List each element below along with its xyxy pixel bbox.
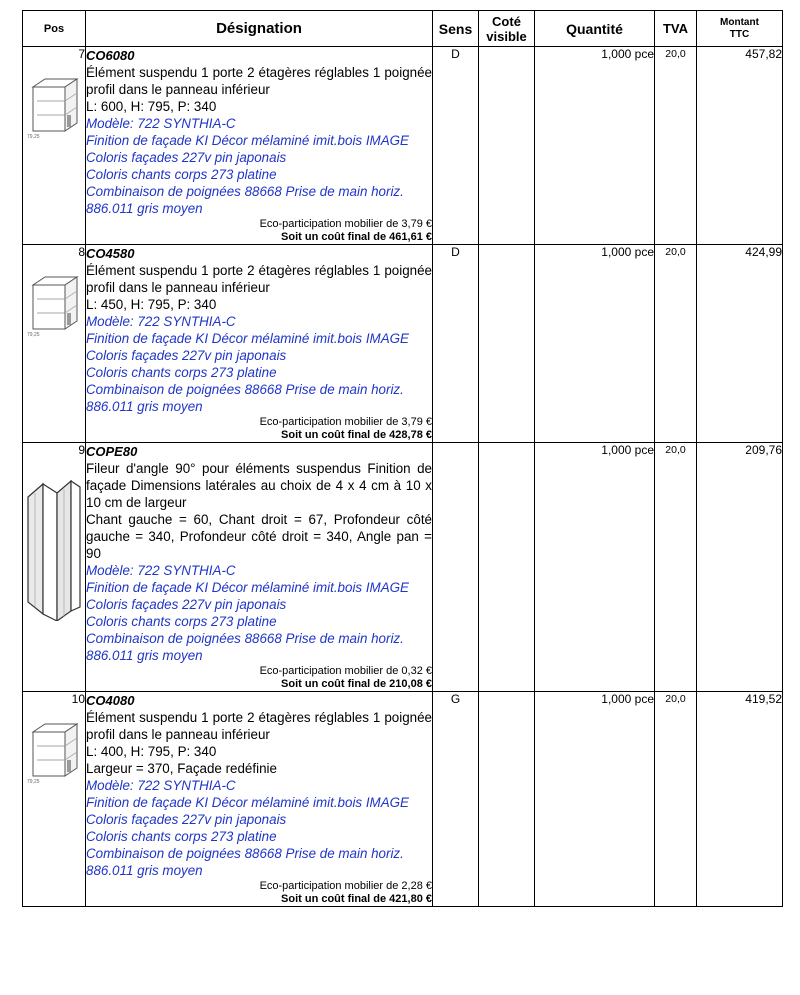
article-option: Combinaison de poignées 88668 Prise de main horiz. 886.011 gris moyen — [86, 631, 404, 663]
final-cost: Soit un coût final de 210,08 € — [281, 678, 432, 690]
cell-montant — [697, 692, 783, 907]
cell-cote-visible — [479, 245, 535, 443]
article-description: Élément suspendu 1 porte 2 étagères réglables 1 poignée profil dans le panneau inférieur — [86, 65, 432, 97]
tva-value: 20,0 — [665, 693, 686, 705]
cell-sens — [433, 443, 479, 692]
header-montant-line2: TTC — [729, 28, 750, 40]
article-option: Coloris chants corps 273 platine — [86, 829, 277, 844]
thumbnail-label: 79,25 — [27, 779, 40, 784]
header-quantite-label: Quantité — [566, 20, 623, 37]
cell-pos — [23, 47, 86, 245]
cell-designation — [86, 245, 433, 443]
row-pos-number: 7 — [78, 47, 85, 61]
article-code: CO4080 — [86, 693, 135, 708]
thumbnail-label: 79,25 — [27, 332, 40, 337]
cell-tva — [655, 47, 697, 245]
article-description: Élément suspendu 1 porte 2 étagères réglables 1 poignée profil dans le panneau inférieur — [86, 710, 432, 742]
article-code: CO6080 — [86, 48, 135, 63]
header-cote-visible — [479, 11, 535, 47]
article-option: Finition de façade KI Décor mélaminé imit.bois IMAGE — [86, 133, 409, 148]
tva-value: 20,0 — [665, 48, 686, 60]
header-sens-label: Sens — [438, 20, 473, 37]
header-tva — [655, 11, 697, 47]
article-option: Combinaison de poignées 88668 Prise de main horiz. 886.011 gris moyen — [86, 382, 404, 414]
article-option: Coloris façades 227v pin japonais — [86, 812, 287, 827]
cell-tva — [655, 245, 697, 443]
wall-cabinet-icon — [25, 75, 83, 139]
cell-quantite — [535, 443, 655, 692]
article-description: Largeur = 370, Façade redéfinie — [86, 761, 277, 776]
cell-quantite — [535, 245, 655, 443]
montant-value: 457,82 — [745, 47, 782, 61]
cell-montant — [697, 47, 783, 245]
montant-value: 424,99 — [745, 245, 782, 259]
montant-value: 209,76 — [745, 443, 782, 457]
article-option: Finition de façade KI Décor mélaminé imit.bois IMAGE — [86, 795, 409, 810]
article-option: Modèle: 722 SYNTHIA-C — [86, 563, 236, 578]
article-code: CO4580 — [86, 246, 135, 261]
cell-designation — [86, 47, 433, 245]
header-designation — [86, 11, 433, 47]
quantite-value: 1,000 pce — [601, 443, 654, 457]
header-tva-label: TVA — [662, 21, 689, 36]
header-quantite — [535, 11, 655, 47]
cell-pos — [23, 692, 86, 907]
row-pos-number: 10 — [71, 692, 85, 706]
header-pos — [23, 11, 86, 47]
article-description: Élément suspendu 1 porte 2 étagères réglables 1 poignée profil dans le panneau inférieur — [86, 263, 432, 295]
table-row — [23, 443, 783, 692]
cell-quantite — [535, 47, 655, 245]
article-option: Modèle: 722 SYNTHIA-C — [86, 778, 236, 793]
cell-designation — [86, 692, 433, 907]
cell-tva — [655, 692, 697, 907]
article-option: Coloris chants corps 273 platine — [86, 614, 277, 629]
table-row — [23, 47, 783, 245]
article-description: Chant gauche = 60, Chant droit = 67, Profondeur côté gauche = 340, Profondeur côté droit = 340, Angle pan = 90 — [86, 512, 432, 561]
article-option: Coloris chants corps 273 platine — [86, 167, 277, 182]
header-montant-ttc — [697, 11, 783, 47]
article-option: Combinaison de poignées 88668 Prise de main horiz. 886.011 gris moyen — [86, 846, 404, 878]
article-description: Fileur d'angle 90° pour éléments suspendus Finition de façade Dimensions latérales au choix de 4 x 4 cm à 10 x 10 cm de largeur — [86, 461, 432, 510]
header-cote-line2: visible — [486, 28, 527, 44]
article-option: Combinaison de poignées 88668 Prise de main horiz. 886.011 gris moyen — [86, 184, 404, 216]
row-pos-number: 8 — [78, 245, 85, 259]
tva-value: 20,0 — [665, 444, 686, 456]
header-sens — [433, 11, 479, 47]
article-option: Finition de façade KI Décor mélaminé imit.bois IMAGE — [86, 580, 409, 595]
cell-montant — [697, 443, 783, 692]
table-row — [23, 245, 783, 443]
wall-cabinet-icon — [25, 273, 83, 337]
header-designation-label: Désignation — [216, 20, 302, 37]
article-description: L: 400, H: 795, P: 340 — [86, 744, 217, 759]
row-thumbnail — [25, 273, 83, 340]
cell-designation — [86, 443, 433, 692]
article-option: Modèle: 722 SYNTHIA-C — [86, 314, 236, 329]
cell-montant — [697, 245, 783, 443]
final-cost: Soit un coût final de 421,80 € — [281, 893, 432, 905]
article-code: COPE80 — [86, 444, 138, 459]
final-cost: Soit un coût final de 461,61 € — [281, 231, 432, 243]
row-thumbnail — [25, 720, 83, 787]
tva-value: 20,0 — [665, 246, 686, 258]
eco-participation: Eco-participation mobilier de 2,28 € — [259, 880, 432, 892]
final-cost: Soit un coût final de 428,78 € — [281, 429, 432, 441]
corner-filler-icon — [25, 471, 83, 621]
row-pos-number: 9 — [78, 443, 85, 457]
cell-cote-visible — [479, 443, 535, 692]
quantite-value: 1,000 pce — [601, 245, 654, 259]
thumbnail-label: 79,25 — [27, 134, 40, 139]
sens-value: G — [450, 692, 461, 706]
quantite-value: 1,000 pce — [601, 692, 654, 706]
cell-quantite — [535, 692, 655, 907]
row-thumbnail — [25, 75, 83, 142]
article-option: Coloris façades 227v pin japonais — [86, 150, 287, 165]
article-option: Finition de façade KI Décor mélaminé imit.bois IMAGE — [86, 331, 409, 346]
cell-tva — [655, 443, 697, 692]
sens-value: D — [451, 245, 460, 259]
sens-value: D — [451, 47, 460, 61]
cell-cote-visible — [479, 692, 535, 907]
article-description: L: 450, H: 795, P: 340 — [86, 297, 217, 312]
cell-pos — [23, 443, 86, 692]
article-option: Modèle: 722 SYNTHIA-C — [86, 116, 236, 131]
eco-participation: Eco-participation mobilier de 3,79 € — [259, 218, 432, 230]
montant-value: 419,52 — [745, 692, 782, 706]
cell-sens — [433, 245, 479, 443]
article-option: Coloris façades 227v pin japonais — [86, 348, 287, 363]
quantite-value: 1,000 pce — [601, 47, 654, 61]
header-montant-line1: Montant — [720, 16, 759, 28]
cell-pos — [23, 245, 86, 443]
table-row — [23, 692, 783, 907]
eco-participation: Eco-participation mobilier de 3,79 € — [259, 416, 432, 428]
quote-rows — [23, 47, 783, 907]
cell-sens — [433, 692, 479, 907]
cell-sens — [433, 47, 479, 245]
wall-cabinet-icon — [25, 720, 83, 784]
cell-cote-visible — [479, 47, 535, 245]
quote-table — [22, 10, 783, 907]
eco-participation: Eco-participation mobilier de 0,32 € — [259, 665, 432, 677]
article-option: Coloris chants corps 273 platine — [86, 365, 277, 380]
article-description: L: 600, H: 795, P: 340 — [86, 99, 217, 114]
table-header-row — [23, 11, 783, 47]
article-option: Coloris façades 227v pin japonais — [86, 597, 287, 612]
header-cote-line1: Coté — [492, 13, 521, 29]
row-thumbnail — [25, 471, 83, 624]
quote-sheet — [22, 10, 782, 907]
header-pos-label: Pos — [43, 22, 65, 35]
